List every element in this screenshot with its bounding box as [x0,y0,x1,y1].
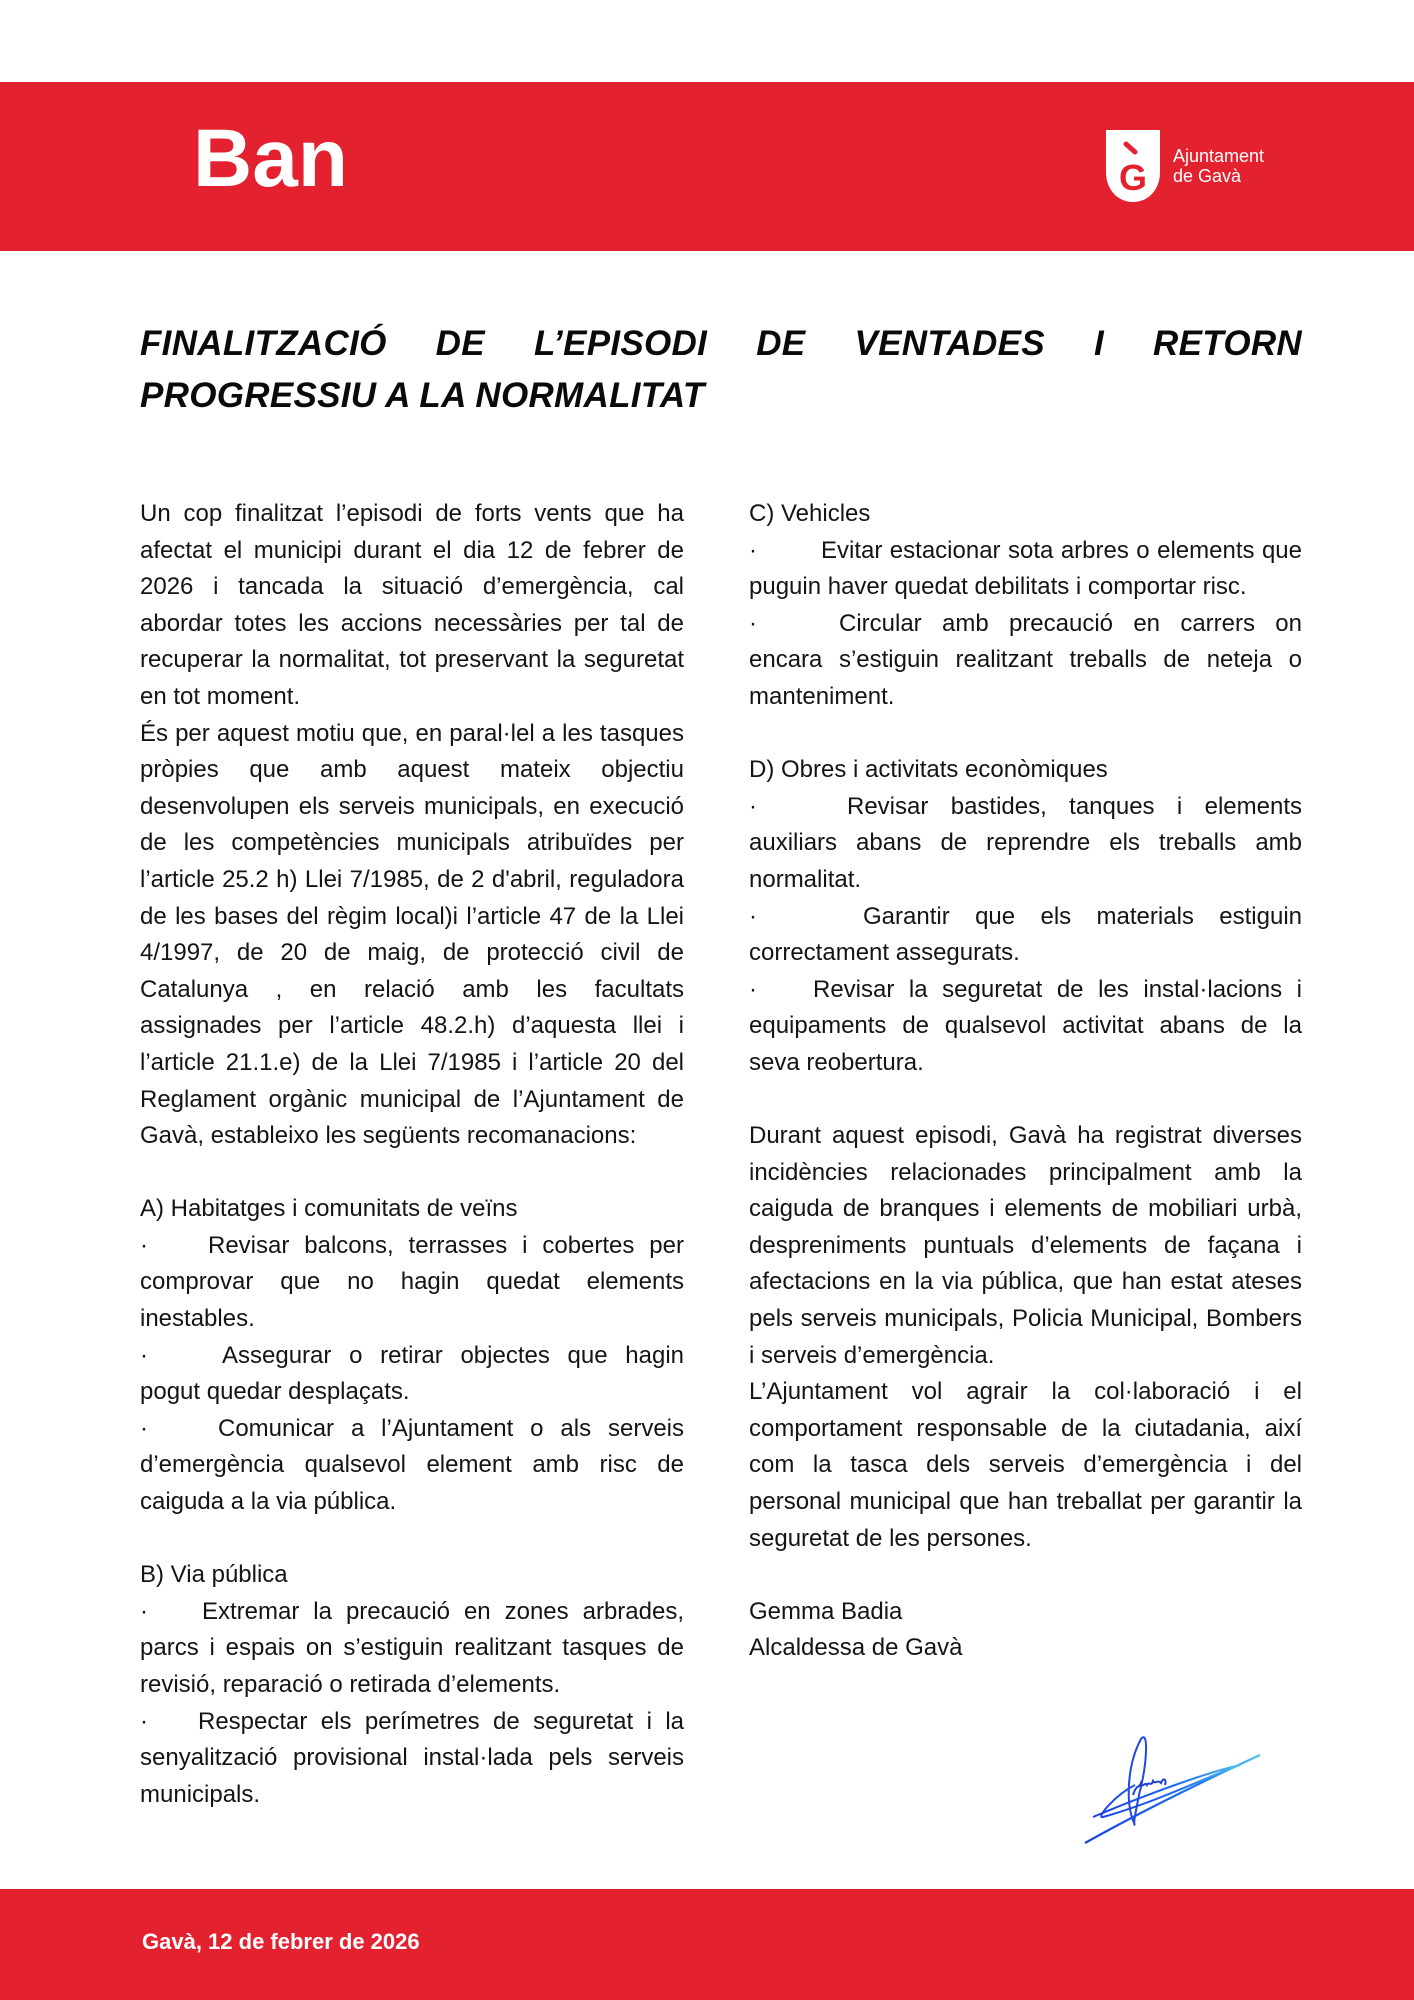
closing-paragraph-2: L’Ajuntament vol agrair la col·laboració i el comportament responsable de la ciutadania, així com la tasca dels serveis d’emergència i del personal municipal que han treballat per garantir la seguretat de les persones. [749,1378,1302,1552]
ban-heading: Ban [193,113,348,204]
section-heading-b: B) Via pública [140,1561,288,1589]
list-item: · Assegurar o retirar objectes que hagin pogut quedar desplaçats. [140,1338,684,1411]
logo-line-1: Ajuntament [1173,146,1265,166]
list-item: · Revisar bastides, tanques i elements auxiliars abans de reprendre els treballs amb normalitat. [749,789,1302,899]
section-heading-a: A) Habitatges i comunitats de veïns [140,1195,518,1223]
ajuntament-gava-shield-icon [1104,128,1162,204]
spacer [749,1082,1302,1119]
spacer [749,1557,1302,1594]
spacer [140,1155,684,1192]
list-item: · Garantir que els materials estiguin correctament assegurats. [749,899,1302,972]
bullet-icon: · [749,902,757,930]
list-item: · Evitar estacionar sota arbres o elements que puguin haver quedat debilitats i comportar risc. [749,533,1302,606]
list-item: · Comunicar a l’Ajuntament o als serveis d’emergència qualsevol element amb risc de caiguda a la via pública. [140,1411,684,1521]
handwritten-signature-icon [1075,1725,1275,1855]
list-item: · Revisar balcons, terrasses i cobertes per comprovar que no hagin quedat elements inestables. [140,1228,684,1338]
intro-paragraph-2: És per aquest motiu que, en paral·lel a les tasques pròpies que amb aquest mateix objectiu desenvolupen els serveis municipals, en execució de les competències municipals atribuïdes per l’article 25.2 h) Llei 7/1985, de 2 d'abril, reguladora de les bases del règim local)i l’article 47 de la Llei 4/1997, de 20 de maig, de protecció civil de Catalunya , en relació amb les facultats assignades per l’article 48.2.h) d’aquesta llei i l’article 21.1.e) de la Llei 7/1985 i l’article 20 del Reglament orgànic municipal de l’Ajuntament de Gavà, estableixo les següents recomanacions: [140,719,684,1150]
spacer [140,1521,684,1558]
closing-paragraph-1: Durant aquest episodi, Gavà ha registrat diverses incidències relacionades principalment amb la caiguda de branques i elements de mobiliari urbà, despreniments puntuals d’elements de façana i afectacions en la via pública, que han estat ateses pels serveis municipals, Policia Municipal, Bombers i serveis d’emergència. [749,1122,1302,1369]
bullet-icon: · [140,1341,148,1369]
bullet-icon: · [140,1231,148,1259]
bullet-icon: · [749,792,757,820]
list-item: · Extremar la precaució en zones arbrades, parcs i espais on s’estiguin realitzant tasques de revisió, reparació o retirada d’elements. [140,1594,684,1704]
bullet-icon: · [140,1707,148,1735]
signatory-role: Alcaldessa de Gavà [749,1634,963,1662]
svg-text:G: G [1118,157,1148,198]
list-item: · Respectar els perímetres de seguretat i la senyalització provisional instal·lada pels serveis municipals. [140,1704,684,1814]
section-heading-c: C) Vehicles [749,500,871,527]
bullet-icon: · [749,536,757,564]
bullet-icon: · [140,1414,148,1442]
ajuntament-logo [1104,128,1264,204]
logo-text [1173,146,1264,186]
intro-paragraph-1: Un cop finalitzat l’episodi de forts vents que ha afectat el municipi durant el dia 12 de febrer de 2026 i tancada la situació d’emergència, cal abordar totes les accions necessàries per tal de recuperar la normalitat, tot preservant la seguretat en tot moment. [140,500,684,710]
list-item: · Revisar la seguretat de les instal·lacions i equipaments de qualsevol activitat abans de la seva reobertura. [749,972,1302,1082]
logo-line-2: de Gavà [1173,166,1242,186]
bullet-icon: · [749,975,757,1003]
bullet-icon: · [140,1597,148,1625]
bullet-icon: · [749,609,757,637]
spacer [749,716,1302,753]
footer-date: Gavà, 12 de febrer de 2026 [142,1929,420,1954]
document-title: FINALITZACIÓ DE L’EPISODI DE VENTADES I RETORN PROGRESSIU A LA NORMALITAT [140,324,1302,415]
list-item: · Circular amb precaució en carrers on encara s’estiguin realitzant treballs de neteja o manteniment. [749,606,1302,716]
section-heading-d: D) Obres i activitats econòmiques [749,756,1108,784]
left-column [140,496,684,1813]
signatory-name: Gemma Badia [749,1597,903,1625]
right-column [749,496,1302,1667]
